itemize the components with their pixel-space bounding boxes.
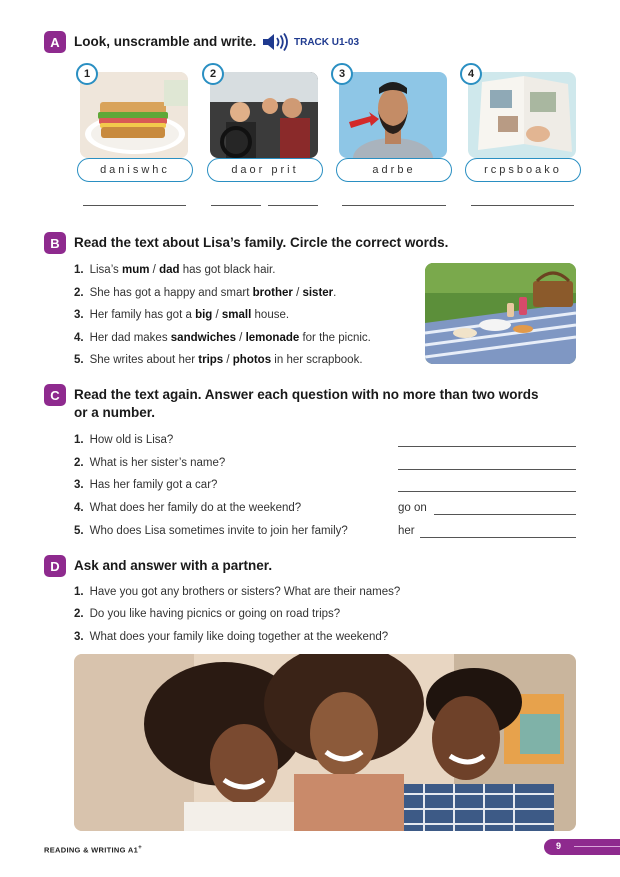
answer-line-3[interactable] — [342, 205, 446, 206]
page-number: 9 — [556, 841, 562, 851]
section-b-badge: B — [44, 232, 66, 254]
item-number-3: 3 — [331, 63, 353, 85]
footer-label: READING & WRITING A1+ — [44, 844, 143, 855]
question-b-2: 2. She has got a happy and smart brother / sister. — [74, 287, 337, 299]
question-c-4: 4. What does her family do at the weekend? — [74, 502, 302, 514]
section-a-badge: A — [44, 31, 66, 53]
answer-line-4[interactable] — [471, 205, 574, 206]
page-number-line — [574, 846, 620, 847]
section-c-title-line1: Read the text again. Answer each question with no more than two words — [74, 387, 539, 402]
question-b-5: 5. She writes about her trips / photos in her scrapbook. — [74, 354, 363, 366]
option-mum[interactable]: mum — [121, 264, 150, 276]
item-number-4: 4 — [460, 63, 482, 85]
beard-image — [339, 72, 447, 158]
scrambled-word-3: adrbe — [336, 158, 452, 182]
question-d-2: 2. Do you like having picnics or going on road trips? — [74, 608, 341, 620]
answer-prefix-her: her — [398, 525, 415, 537]
question-c-1: 1. How old is Lisa? — [74, 434, 174, 446]
question-c-5: 5. Who does Lisa sometimes invite to join her family? — [74, 525, 348, 537]
option-lemonade[interactable]: lemonade — [245, 332, 300, 344]
answer-line-c-3[interactable] — [398, 491, 576, 492]
speaker-icon[interactable] — [262, 33, 290, 51]
question-b-4: 4. Her dad makes sandwiches / lemonade for the picnic. — [74, 332, 371, 344]
answer-line-2b[interactable] — [268, 205, 318, 206]
section-b-title: Read the text about Lisa’s family. Circle the correct words. — [74, 235, 449, 250]
option-sandwiches[interactable]: sandwiches — [170, 332, 236, 344]
option-brother[interactable]: brother — [252, 287, 293, 299]
section-d-title: Ask and answer with a partner. — [74, 558, 273, 573]
scrambled-word-1: daniswhc — [77, 158, 193, 182]
answer-line-c-5[interactable] — [420, 537, 576, 538]
item-number-1: 1 — [76, 63, 98, 85]
road-trip-image — [210, 72, 318, 158]
sandwich-image — [80, 72, 188, 158]
scrambled-word-4: rcpsboako — [465, 158, 581, 182]
picnic-image — [425, 263, 576, 364]
answer-line-c-2[interactable] — [398, 469, 576, 470]
answer-line-c-4[interactable] — [434, 514, 576, 515]
question-d-3: 3. What does your family like doing together at the weekend? — [74, 631, 389, 643]
option-dad[interactable]: dad — [159, 264, 180, 276]
option-big[interactable]: big — [195, 309, 213, 321]
track-label: TRACK U1-03 — [294, 36, 360, 48]
question-b-1: 1. Lisa’s mum / dad has got black hair. — [74, 264, 276, 276]
section-d-badge: D — [44, 555, 66, 577]
scrambled-word-2: daor prit — [207, 158, 323, 182]
section-c-title-line2: or a number. — [74, 405, 156, 420]
option-small[interactable]: small — [221, 309, 252, 321]
option-sister[interactable]: sister — [302, 287, 334, 299]
question-b-3: 3. Her family has got a big / small house. — [74, 309, 290, 321]
answer-line-c-1[interactable] — [398, 446, 576, 447]
option-photos[interactable]: photos — [232, 354, 272, 366]
section-c-badge: C — [44, 384, 66, 406]
audio-track[interactable] — [262, 33, 359, 51]
question-c-2: 2. What is her sister’s name? — [74, 457, 226, 469]
question-d-1: 1. Have you got any brothers or sisters? What are their names? — [74, 586, 401, 598]
answer-line-1[interactable] — [83, 205, 186, 206]
answer-prefix-go-on: go on — [398, 502, 427, 514]
item-number-2: 2 — [202, 63, 224, 85]
family-photo — [74, 654, 576, 831]
answer-line-2a[interactable] — [211, 205, 261, 206]
section-a-title: Look, unscramble and write. — [74, 34, 257, 49]
question-c-3: 3. Has her family got a car? — [74, 479, 218, 491]
option-trips[interactable]: trips — [198, 354, 224, 366]
scrapbook-image — [468, 72, 576, 158]
